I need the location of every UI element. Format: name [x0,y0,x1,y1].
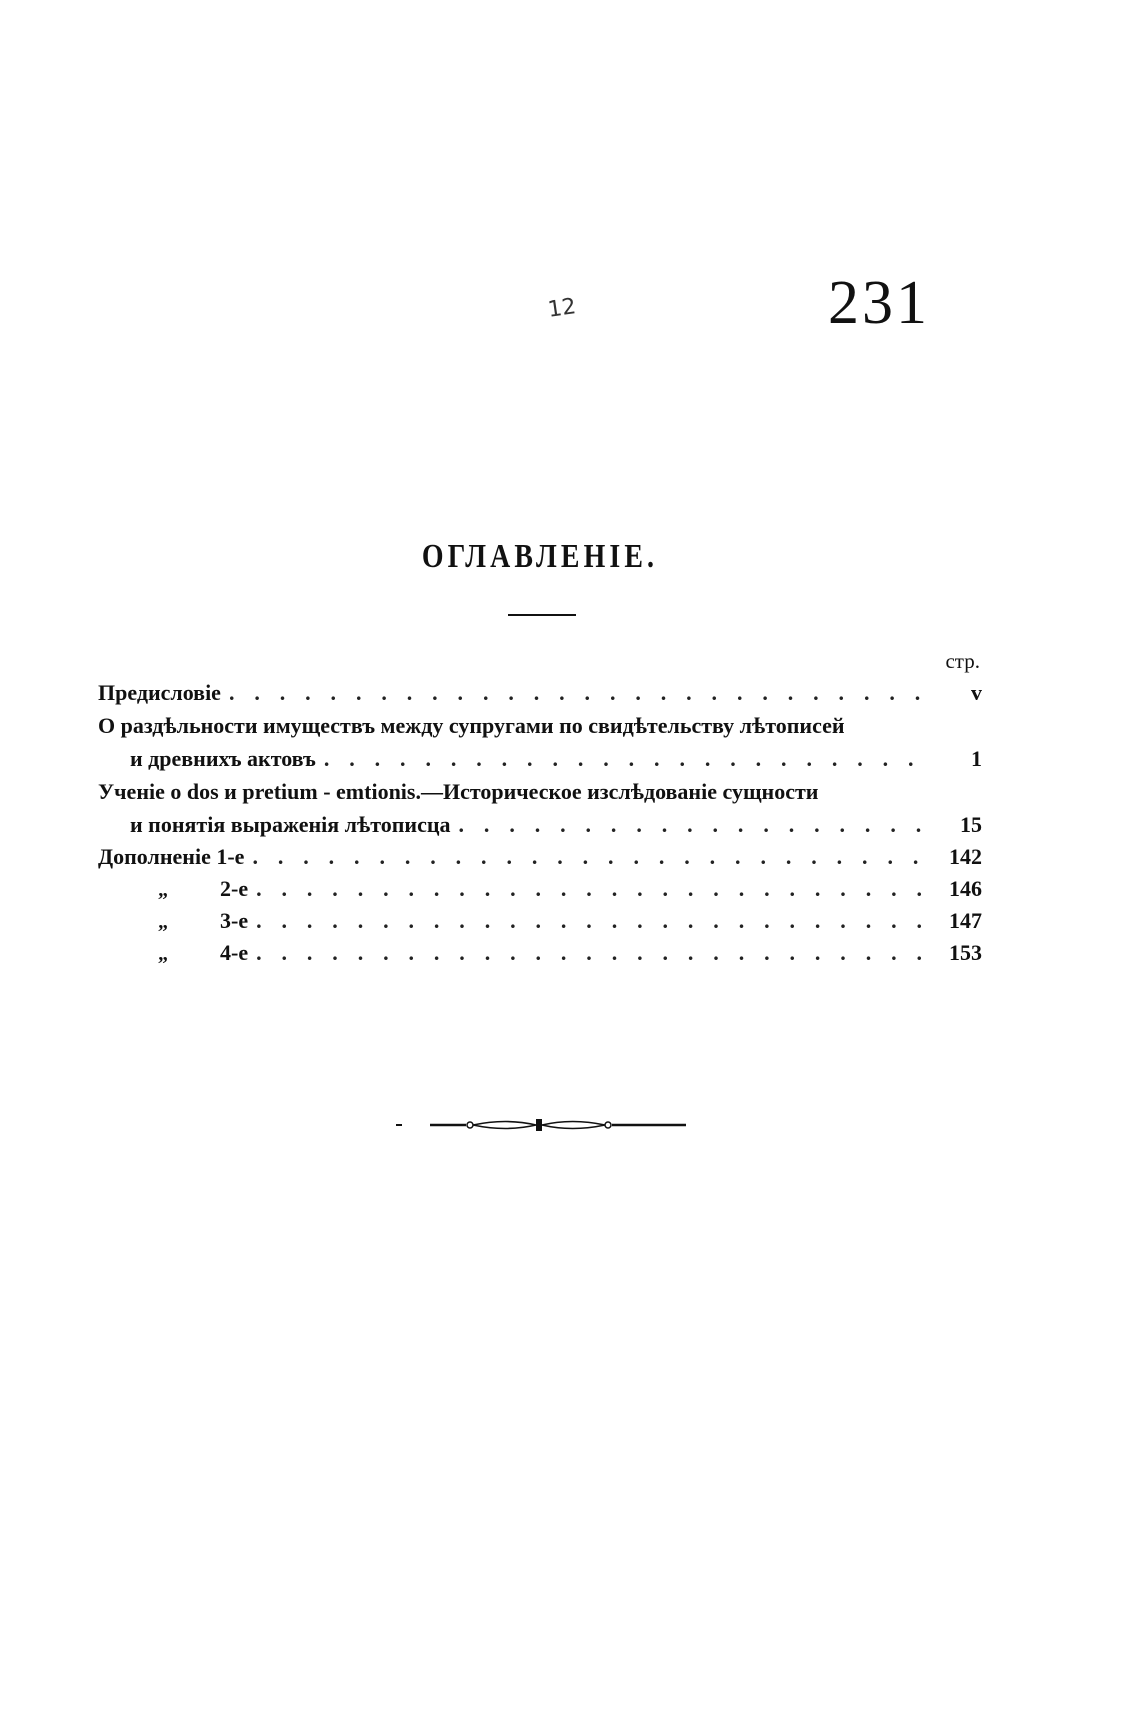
toc-entry-preface[interactable] [98,676,984,709]
toc-entry-label [98,937,248,970]
toc-entry-text: Дополненіе 1-е [98,844,245,869]
leader-dots [229,676,924,709]
toc-entry-text: и древнихъ актовъ [130,746,316,771]
toc-entry-text: О раздѣльности имуществъ между супругами по свидѣтельству лѣтописей [98,713,845,738]
toc-entry-appendix-4[interactable] [98,937,984,969]
leader-dots [324,742,924,775]
toc-page-number: 142 [949,844,982,869]
toc-page-number: 153 [949,940,982,965]
decorative-ornament [396,1116,686,1134]
toc-entry-dos-line2[interactable] [98,808,984,841]
toc-entry-appendix-1[interactable] [98,841,984,873]
leader-dots [252,841,924,873]
toc-entry-ordinal: 4-е [220,940,249,965]
toc-entry-ordinal: 2-е [220,876,249,901]
toc-entry-text: Предисловіе [98,680,221,705]
leader-dots [256,905,924,937]
toc-entry-appendix-2[interactable] [98,873,984,905]
catalog-number: 231 [828,269,930,337]
leader-dots [256,937,924,969]
toc-entry-property-line1[interactable] [98,709,984,742]
toc-page-number: v [971,680,982,705]
toc-entry-dos-line1[interactable] [98,775,984,808]
toc-entry-appendix-3[interactable] [98,905,984,937]
ditto-mark: „ [158,879,168,901]
table-of-contents [98,646,984,969]
toc-page-number: 147 [949,908,982,933]
toc-entry-property-line2[interactable] [98,742,984,775]
handwritten-mark: 12 [546,294,578,323]
toc-entry-label [98,905,248,938]
toc-entry-ordinal: 3-е [220,908,249,933]
ditto-mark: „ [158,911,168,933]
toc-page-number: 146 [949,876,982,901]
toc-page-number: 15 [960,812,982,837]
toc-entry-text: Ученіе о dos и pretium - emtionis.—Историческое изслѣдованіе сущности [98,779,819,804]
leader-dots [459,808,924,841]
page-title: ОГЛАВЛЕНІЕ. [421,538,659,575]
toc-page-number: 1 [971,746,982,771]
page-column-header: стр. [945,649,980,673]
leader-dots [256,873,924,905]
ditto-mark: „ [158,943,168,965]
toc-entry-text: и понятія выраженія лѣтописца [130,812,451,837]
title-rule [508,614,576,616]
toc-entry-label [98,873,248,906]
